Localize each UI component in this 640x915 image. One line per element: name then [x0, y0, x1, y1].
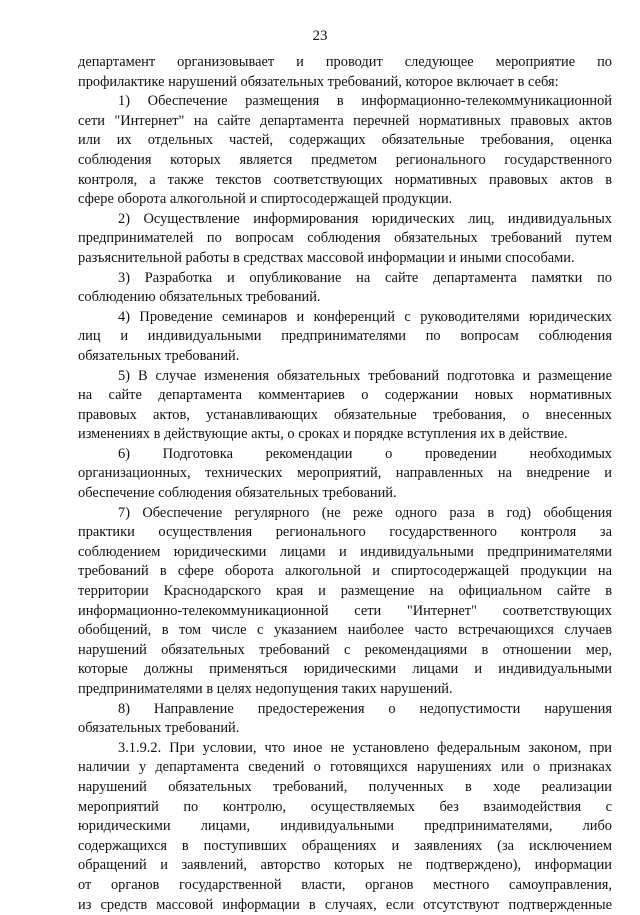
text-line: сети "Интернет" на сайте департамента перечней нормативных правовых актов	[78, 112, 612, 129]
text-line: 8) Направление предостережения о недопустимости нарушения	[118, 700, 612, 717]
text-line: информационно-телекоммуникационной сети "Интернет" соответствующих	[78, 602, 612, 619]
text-line: 5) В случае изменения обязательных требований подготовка и размещение	[118, 367, 612, 384]
text-line: профилактике нарушений обязательных требований, которое включает в себя:	[78, 73, 559, 90]
text-line: 3.1.9.2. При условии, что иное не установлено федеральным законом, при	[118, 739, 612, 756]
text-line: правовых актов, устанавливающих обязательные требования, о внесенных	[78, 406, 612, 423]
text-line: обязательных требований.	[78, 720, 240, 737]
text-line: от органов государственной власти, органов местного самоуправления,	[78, 876, 612, 893]
text-line: 1) Обеспечение размещения в информационно-телекоммуникационной	[118, 93, 612, 110]
text-line: мероприятий по контролю, осуществляемых без взаимодействия с	[78, 798, 612, 815]
text-line: требований в сфере оборота алкогольной и спиртосодержащей продукции на	[78, 563, 612, 580]
text-line: предпринимателей по вопросам соблюдения обязательных требований путем	[78, 230, 612, 247]
text-line: сфере оборота алкогольной и спиртосодержащей продукции.	[78, 191, 453, 208]
text-line: обращений и заявлений, авторство которых не подтверждено), информации	[78, 857, 612, 874]
text-line: соблюдению обязательных требований.	[78, 289, 321, 306]
text-line: организационных, технических мероприятий, направленных на внедрение и	[78, 465, 612, 482]
text-line: из средств массовой информации в случаях, если отсутствуют подтвержденные	[78, 896, 612, 913]
text-line: обязательных требований.	[78, 347, 240, 364]
text-line: нарушений обязательных требований, полученных в ходе реализации	[78, 778, 612, 795]
text-line: 3) Разработка и опубликование на сайте департамента памятки по	[118, 269, 612, 286]
text-line: территории Краснодарского края и размещение на официальном сайте в	[78, 583, 612, 600]
text-line: соблюдением юридическими лицами и индивидуальными предпринимателями	[78, 543, 612, 560]
text-line: или их отдельных частей, содержащих обязательные требования, оценка	[78, 132, 612, 149]
text-line: нарушений обязательных требований с рекомендациями в отношении мер,	[78, 641, 612, 658]
text-line: предпринимателями в целях недопущения таких нарушений.	[78, 681, 453, 697]
text-line: на сайте департамента комментариев о содержании новых нормативных	[78, 387, 612, 404]
text-line: 4) Проведение семинаров и конференций с руководителями юридических	[118, 308, 612, 325]
text-line: контроля, а также текстов соответствующих нормативных правовых актов в	[78, 171, 612, 188]
text-line: наличии у департамента сведений о готовящихся нарушениях или о признаках	[78, 759, 612, 776]
text-line: соблюдения которых является предметом регионального государственного	[78, 151, 612, 168]
text-line: 2) Осуществление информирования юридических лиц, индивидуальных	[118, 210, 612, 227]
page-number: 23	[312, 28, 328, 44]
text-line: 7) Обеспечение регулярного (не реже одного раза в год) обобщения	[118, 504, 612, 521]
text-line: практики осуществления регионального государственного контроля за	[78, 524, 612, 541]
text-line: обеспечение соблюдения обязательных требований.	[78, 485, 397, 502]
text-line: которые должны применяться юридическими лицами и индивидуальными	[78, 661, 612, 678]
text-line: департамент организовывает и проводит следующее мероприятие по	[78, 54, 612, 70]
text-line: содержащихся в поступивших обращениях и заявлениях (за исключением	[78, 837, 612, 854]
document-body	[78, 53, 612, 915]
text-line: 6) Подготовка рекомендации о проведении необходимых	[118, 445, 612, 462]
text-line: обобщений, в том числе с указанием наиболее часто встречающихся случаев	[78, 622, 612, 639]
text-line: юридическими лицами, индивидуальными предпринимателями, либо	[78, 818, 612, 835]
text-line: разъяснительной работы в средствах массовой информации и иными способами.	[78, 249, 575, 266]
text-line: лиц и индивидуальными предпринимателями по вопросам соблюдения	[78, 328, 612, 345]
text-line: изменениях в действующие акты, о сроках и порядке вступления их в действие.	[78, 426, 568, 443]
